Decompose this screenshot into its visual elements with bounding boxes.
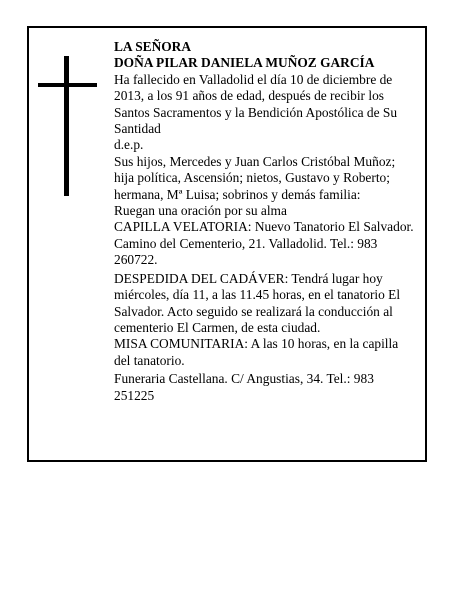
prayer-request: Ruegan una oración por su alma — [114, 203, 287, 219]
death-announcement: Ha fallecido en Valladolid el día 10 de diciembre de 2013, a los 91 años de edad, después de recibir los Santos Sacramentos y la Bendición Apostólica de Su Santidad — [114, 71, 398, 137]
notice-heading: LA SEÑORA — [114, 39, 192, 54]
rip-text: d.e.p. — [114, 137, 144, 153]
obituary-text — [114, 39, 414, 404]
funeral-home-details: Funeraria Castellana. C/ Angustias, 34. Tel.: 983 251225 — [114, 371, 374, 403]
mass-details: MISA COMUNITARIA: A las 10 horas, en la capilla del tanatorio. — [114, 336, 399, 368]
cross-icon-vertical-bar — [64, 56, 69, 196]
farewell-details: DESPEDIDA DEL CADÁVER: Tendrá lugar hoy miércoles, día 11, a las 11.45 horas, en el tanatorio El Salvador. Acto seguido se realizará la conducción al cementerio El Carmen, de esta ciudad. — [114, 270, 401, 335]
wake-details: CAPILLA VELATORIA: Nuevo Tanatorio El Salvador. Camino del Cementerio, 21. Valladolid. Tel.: 983 260722. — [114, 219, 414, 268]
family-list: Sus hijos, Mercedes y Juan Carlos Cristóbal Muñoz; hija política, Ascensión; nietos, Gustavo y Roberto; hermana, Mª Luisa; sobrinos y demás familia: — [114, 153, 396, 202]
cross-icon-horizontal-bar — [38, 83, 97, 87]
deceased-name: DOÑA PILAR DANIELA MUÑOZ GARCÍA — [114, 55, 375, 71]
